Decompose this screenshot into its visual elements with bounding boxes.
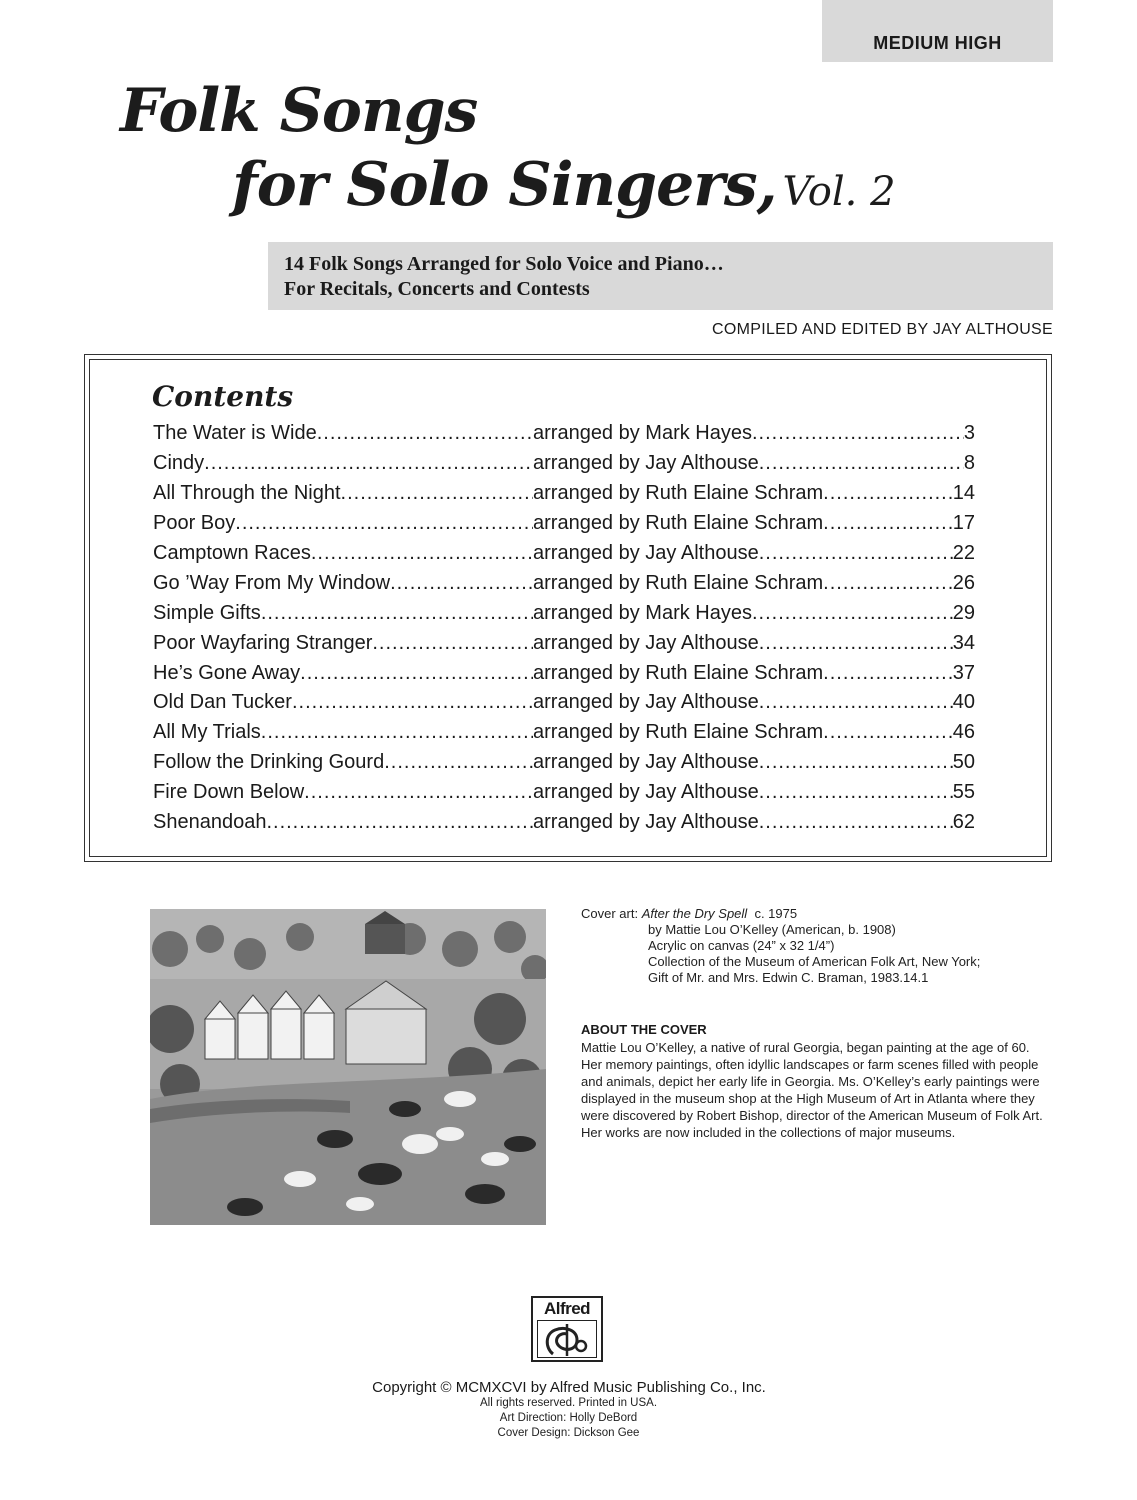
toc-leader-dots [390,572,533,595]
volume-label: Vol. 2 [782,169,896,215]
toc-arranger: arranged by Ruth Elaine Schram [533,661,824,684]
toc-leader-dots [261,721,533,744]
toc-song-cell [153,691,533,714]
subtitle-line-2: For Recitals, Concerts and Contests [284,278,590,300]
cover-art-credits [581,906,980,986]
toc-song-title: Camptown Races [153,542,311,564]
voice-range-tab: MEDIUM HIGH [822,0,1053,62]
toc-song-cell [153,482,533,505]
toc-arranger-cell [533,512,975,535]
toc-leader-dots [752,422,964,445]
toc-arranger-cell [533,572,975,595]
toc-arranger: arranged by Mark Hayes [533,422,752,445]
alfred-logo [531,1296,603,1362]
toc-page-number: 17 [952,512,975,535]
toc-arranger-cell [533,542,975,565]
book-title-line-2-text: for Solo Singers, [232,150,777,220]
toc-arranger: arranged by Ruth Elaine Schram [533,571,824,594]
cover-art-label: Cover art: [581,906,639,921]
toc-leader-dots [261,602,533,625]
contents-heading: Contents [152,380,294,413]
toc-song-cell [153,542,533,565]
toc-arranger: arranged by Jay Althouse [533,452,759,475]
copyright-block [0,1379,1137,1441]
toc-leader-dots [317,422,533,445]
toc-leader-dots [759,691,953,714]
toc-leader-dots [759,751,953,774]
copyright-rights: All rights reserved. Printed in USA. [479,1397,658,1409]
toc-arranger: arranged by Jay Althouse [533,751,759,774]
toc-page-number: 14 [952,482,975,505]
cover-painting [150,909,546,1225]
toc-page-number: 55 [952,781,975,804]
toc-page-number: 37 [952,661,975,684]
toc-leader-dots [304,781,533,804]
toc-song-title: Shenandoah [153,811,267,834]
toc-entry [153,509,975,539]
toc-arranger-cell [533,452,975,475]
copyright-art-direction: Art Direction: Holly DeBord [499,1412,638,1424]
toc-song-cell [153,572,533,595]
toc-song-title: All Through the Night [153,482,341,505]
toc-entry [153,598,975,628]
compiled-by: COMPILED AND EDITED BY JAY ALTHOUSE [712,321,1053,338]
toc-song-cell [153,662,533,685]
toc-entry [153,628,975,658]
table-of-contents [153,419,975,837]
toc-page-number: 46 [952,721,975,744]
toc-arranger-cell [533,811,975,834]
toc-page-number: 34 [952,631,975,654]
toc-leader-dots [341,482,533,505]
toc-leader-dots [235,512,533,535]
toc-song-cell [153,422,533,445]
toc-leader-dots [759,452,964,475]
toc-song-title: Go ’Way From My Window [153,571,391,594]
toc-leader-dots [823,572,953,595]
toc-arranger: arranged by Ruth Elaine Schram [533,721,824,744]
toc-leader-dots [759,632,953,655]
toc-song-cell [153,811,533,834]
cover-art-date: c. 1975 [754,906,798,921]
painting-image [150,909,546,1225]
toc-arranger-cell [533,691,975,714]
toc-arranger: arranged by Ruth Elaine Schram [533,482,824,505]
toc-leader-dots [823,482,953,505]
cover-art-title: After the Dry Spell [641,906,748,921]
toc-page-number: 22 [952,542,975,564]
toc-leader-dots [384,751,533,774]
toc-leader-dots [204,452,533,475]
copyright-main: Copyright © MCMXCVI by Alfred Music Publishing Co., Inc. [372,1379,766,1396]
toc-leader-dots [823,721,953,744]
toc-page-number: 62 [952,811,975,834]
toc-leader-dots [759,542,953,565]
cover-art-artist: by Mattie Lou O’Kelley (American, b. 1908) [648,922,896,937]
toc-page-number: 3 [963,422,975,445]
alfred-logo-text: Alfred [543,1299,591,1318]
toc-leader-dots [300,662,533,685]
book-title-line-1: Folk Songs [120,76,478,146]
toc-entry [153,778,975,808]
toc-song-cell [153,751,533,774]
toc-entry [153,808,975,838]
toc-page-number: 29 [952,601,975,624]
toc-arranger-cell [533,751,975,774]
toc-arranger: arranged by Jay Althouse [533,781,759,804]
toc-arranger-cell [533,632,975,655]
toc-leader-dots [372,632,533,655]
toc-leader-dots [823,662,953,685]
toc-song-cell [153,452,533,475]
toc-page-number: 40 [952,691,975,714]
toc-arranger-cell [533,482,975,505]
toc-arranger-cell [533,662,975,685]
toc-song-title: All My Trials [153,721,261,744]
toc-entry [153,688,975,718]
toc-leader-dots [292,691,533,714]
about-cover-heading: ABOUT THE COVER [581,1022,707,1037]
toc-arranger: arranged by Jay Althouse [533,691,759,714]
about-cover-text: Mattie Lou O’Kelley, a native of rural Georgia, began painting at the age of 60. Her memory paintings, often idyllic landscapes or farm scenes filled with people and animals, depict her early life in Georgia. Ms. O’Kelley’s early paintings were displayed in the museum shop at the High Museum of Art in Atlanta where they were discovered by Robert Bishop, director of the American Museum of Folk Art. Her works are now included in the collections of major museums. [581,1040,1043,1140]
toc-song-title: The Water is Wide [153,422,317,445]
cover-art-collection: Collection of the Museum of American Folk Art, New York; [648,954,981,969]
toc-leader-dots [823,512,953,535]
toc-arranger: arranged by Ruth Elaine Schram [533,512,824,535]
toc-arranger: arranged by Jay Althouse [533,811,759,834]
toc-entry [153,419,975,449]
toc-song-title: Poor Boy [153,512,236,535]
toc-song-title: Fire Down Below [153,781,305,804]
toc-song-title: Poor Wayfaring Stranger [153,631,373,654]
subtitle-line-1: 14 Folk Songs Arranged for Solo Voice and Piano… [284,253,724,275]
copyright-cover-design: Cover Design: Dickson Gee [497,1427,640,1439]
toc-arranger: arranged by Jay Althouse [533,631,759,654]
cover-art-gift: Gift of Mr. and Mrs. Edwin C. Braman, 1983.14.1 [648,970,929,985]
toc-song-cell [153,721,533,744]
toc-arranger-cell [533,602,975,625]
alfred-treble-clef-icon [537,1320,597,1358]
toc-entry [153,748,975,778]
toc-song-cell [153,781,533,804]
cover-art-title-line [581,906,980,922]
toc-leader-dots [266,811,533,834]
toc-song-title: Simple Gifts [153,601,261,624]
toc-page-number: 26 [952,571,975,594]
toc-song-title: Old Dan Tucker [153,691,292,714]
toc-song-title: Cindy [153,452,205,475]
subtitle-box [268,242,1053,310]
toc-leader-dots [759,781,953,804]
toc-page-number: 50 [952,751,975,774]
toc-entry [153,718,975,748]
toc-entry [153,449,975,479]
book-title-line-2 [232,150,896,220]
toc-leader-dots [752,602,953,625]
toc-entry [153,568,975,598]
toc-arranger-cell [533,422,975,445]
toc-song-cell [153,632,533,655]
toc-entry [153,539,975,569]
toc-leader-dots [311,542,533,565]
toc-arranger-cell [533,781,975,804]
toc-arranger: arranged by Mark Hayes [533,601,752,624]
toc-song-cell [153,512,533,535]
toc-song-cell [153,602,533,625]
toc-song-title: He’s Gone Away [153,661,301,684]
toc-song-title: Follow the Drinking Gourd [153,751,385,774]
toc-page-number: 8 [963,452,975,475]
toc-leader-dots [759,811,953,834]
toc-entry [153,658,975,688]
toc-entry [153,479,975,509]
cover-art-medium: Acrylic on canvas (24” x 32 1/4”) [648,938,835,953]
toc-arranger: arranged by Jay Althouse [533,542,759,564]
toc-arranger-cell [533,721,975,744]
